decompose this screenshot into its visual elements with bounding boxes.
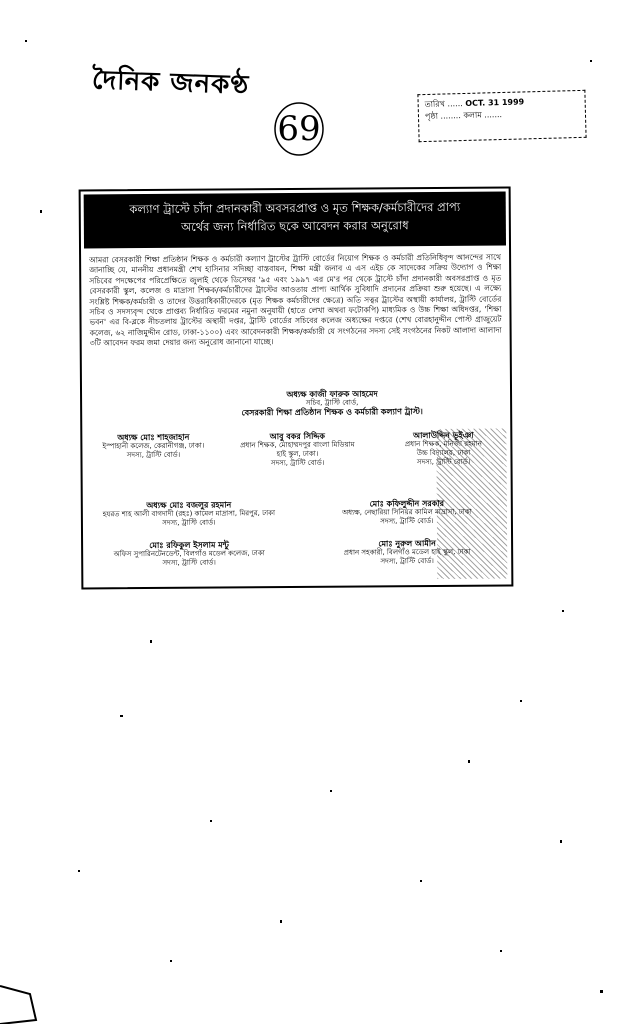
notice-headline (84, 192, 506, 249)
handwritten-number-text: 69 (277, 109, 321, 149)
member-line: সদস্য, ট্রাস্টি বোর্ড। (162, 558, 216, 567)
member-name: আবু বকর সিদ্দিক (269, 431, 325, 442)
notice-body-text: আমরা বেসরকারী শিক্ষা প্রতিষ্ঠান শিক্ষক ও কর্মচারী কল্যাণ ট্রাস্টের ট্রাস্টি বোর্ডের নিয়োগ শিক্ষক ও কর্মচারী প্রতিনিধিবৃন্দ আনন্দের সাথে জানাচ্ছি যে, মাননীয় প্রধানমন্ত্রী শেখ হাসিনার সদিচ্ছা বাস্তবায়ন, শিক্ষা মন্ত্রী জনাব এ এস এইচ কে সাদেকের সক্রিয় উদ্যোগ ও শিক্ষা সচিবের পদক্ষেপের পরিপ্রেক্ষিতে জুলাই থেকে ডিসেম্বর '৯৫ এবং ১৯৯৭ এর মে'র পর থেকে ট্রাস্টে চাঁদা প্রদানকারী অবসরপ্রাপ্ত ও মৃত বেসরকারী স্কুল, কলেজ ও মাদ্রাসা শিক্ষক/কর্মচারীদের ট্রাস্টের আওতায় প্রাপ্য আর্থিক সুবিধাদি প্রদানের প্রক্রিয়া শুরু হয়েছে। এ লক্ষ্যে সংশ্লিষ্ট শিক্ষক/কর্মচারী ও তাদের উত্তরাধিকারীদেরকে (মৃত শিক্ষক কর্মচারীদের ক্ষেত্রে) অতি সত্বর ট্রাস্টের অস্থায়ী কার্যালয়, ট্রাস্টি বোর্ডের সচিব ও সদস্যবৃন্দ থেকে প্রাপ্তব্য নির্ধারিত ফরমের নমুনা অনুযায়ী (হাতে লেখা অথবা ফটোকপি) মাধ্যমিক ও উচ্চ শিক্ষা অধিদপ্তর, 'শিক্ষা ভবন' এর বি-ব্লকে নীচতলায় ট্রাস্টের অস্থায়ী দপ্তর, ট্রাস্টি বোর্ডের সচিবের কলেজ অধ্যক্ষের দপ্তরে (শেখ বোরহানুদ্দীন পোস্ট গ্রাজুয়েট কলেজ, ৬২ নাজিমুদ্দীন রোড, ঢাকা-১১০০) এবং আবেদনকারী শিক্ষক/কর্মচারী যে সংগঠনের সদস্য সেই সংগঠনের নিকট আলাদা আলাদা ৩টি আবেদন ফরম জমা দেয়ার জন্য অনুরোধ জানানো যাচ্ছে। (89, 252, 502, 348)
member-line: প্রধান শিক্ষক, মনিজা রহমান (404, 439, 482, 449)
member-line: সদস্য, ট্রাস্টি বোর্ড। (380, 517, 434, 526)
newspaper-notice (79, 186, 514, 589)
headline-line-1: কল্যাণ ট্রাস্টে চাঁদা প্রদানকারী অবসরপ্রাপ্ত ও মৃত শিক্ষক/কর্মচারীদের প্রাপ্য (129, 199, 461, 217)
secretary-name: অধ্যক্ষ কাজী ফারুক আহমেদ (286, 389, 378, 400)
stamp-page-label: পৃষ্ঠা (424, 111, 439, 122)
member-name: মোঃ নুরুল আমীন (378, 539, 436, 549)
member-name: অধ্যক্ষ মোঃ বজলুর রহমান (146, 500, 232, 511)
member-signature (89, 540, 289, 568)
stamp-date-label: তারিখ (424, 99, 446, 110)
member-line: প্রধান সহকারী, বিলগাঁও মডেল হাই স্কুল, ঢাকা (343, 547, 471, 557)
member-line: ইস্পাহানী কলেজ, কেরানীগঞ্জ, ঢাকা। (102, 441, 205, 451)
member-line: সদস্য, ট্রাস্টি বোর্ড। (162, 518, 216, 527)
handwritten-circle (272, 100, 326, 158)
headline-line-2: অর্থের জন্য নির্ধারিত ছকে আবেদন করার অনুরোধ (181, 218, 409, 234)
member-signature (88, 433, 218, 461)
secretary-signature (232, 389, 432, 417)
member-line: উচ্চ বিদ্যালয়, ঢাকা (416, 448, 471, 458)
newspaper-masthead: দৈনিক জনকণ্ঠ (91, 65, 250, 101)
member-line: সদস্য, ট্রাস্টি বোর্ড। (380, 557, 434, 566)
scan-noise-texture (436, 429, 507, 579)
member-line: প্রধান শিক্ষক, মোহাম্মদপুর বাংলা মিডিয়াম (240, 440, 355, 450)
member-name: মোঃ কফিলুদ্দীন সরকার (369, 498, 445, 509)
member-name: আলাউদ্দিন ভূইঞা (413, 430, 474, 441)
member-line: সদস্য, ট্রাস্টি বোর্ড। (126, 450, 181, 460)
stamp-column-label: কলাম (463, 110, 482, 121)
folded-corner-mark (0, 980, 44, 1024)
member-line: সদস্য, ট্রাস্টি বোর্ড। (416, 457, 471, 467)
secretary-org: বেসরকারী শিক্ষা প্রতিষ্ঠান শিক্ষক ও কর্মচারী কল্যাণ ট্রাস্ট। (241, 407, 423, 418)
member-line: হাই স্কুল, ঢাকা। (276, 449, 319, 459)
secretary-title: সচিব, ট্রাস্টি বোর্ড, (305, 398, 359, 407)
member-line: সদস্য, ট্রাস্টি বোর্ড। (270, 458, 325, 468)
handwritten-page-number (272, 100, 326, 158)
member-name: মোঃ রফিকুল ইসলাম মন্টু (149, 540, 229, 551)
member-line: হযরত শাহ আলী বাগদাদী (রহঃ) কামেল মাদ্রাসা, মিরপুর, ঢাকা (102, 509, 276, 519)
clipping-date-stamp (417, 90, 586, 142)
member-line: অফিস সুপারিনটেনডেন্ট, বিলগাঁও মডেল কলেজ, ঢাকা (113, 549, 265, 559)
member-signature (222, 431, 372, 468)
member-name: অধ্যক্ষ মোঃ শাহজাহান (117, 432, 190, 443)
stamp-date-row: তারিখ ...... OCT. 31 1999 (424, 97, 525, 110)
member-signature (89, 500, 289, 528)
member-line: অধ্যক্ষ, নেছারিয়া সিনিয়র কামিল মাদ্রাসা, ঢাকা (342, 507, 472, 517)
stamp-date-value: OCT. 31 1999 (465, 97, 525, 108)
stamp-page-row: পৃষ্ঠা ........ কলাম ....... (424, 110, 503, 122)
